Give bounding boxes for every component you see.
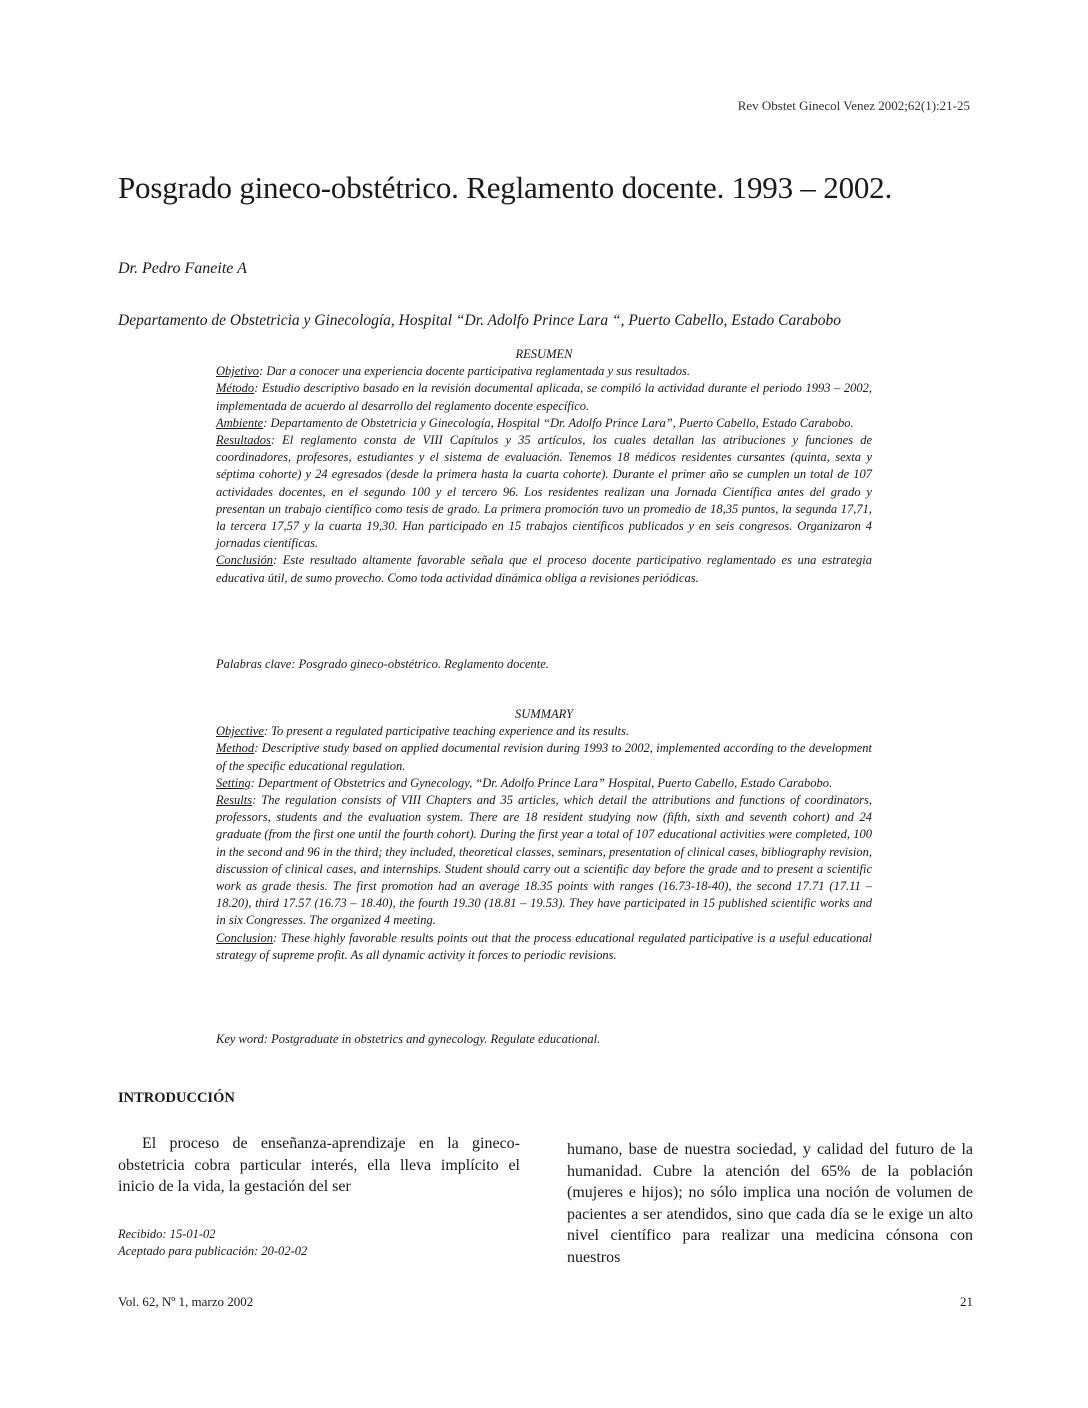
section-label: Ambiente xyxy=(216,415,264,430)
summary-conclusion xyxy=(216,930,872,964)
section-label: Conclusion xyxy=(216,930,273,945)
journal-reference: Rev Obstet Ginecol Venez 2002;62(1):21-25 xyxy=(737,98,970,113)
section-text: : These highly favorable results points out that the process educational regulated participative is a useful educational strategy of supreme profit. As all dynamic activity it forces to periodic revisions. xyxy=(216,930,872,962)
summary-objective xyxy=(216,723,872,740)
section-label: Setting xyxy=(216,775,251,790)
section-text: : Estudio descriptivo basado en la revisión documental aplicada, se compiló la actividad durante el periodo 1993 – 2002, implementada de acuerdo al desarrollo del reglamento docente específico. xyxy=(216,381,872,413)
key-words: Key word: Postgraduate in obstetrics and gynecology. Regulate educational. xyxy=(216,1032,601,1046)
intro-right-column: humano, base de nuestra sociedad, y calidad del futuro de la humanidad. Cubre la atención del 65% de la población (mujeres e hijos); no sólo implica una noción de volumen de pacientes a ser atendidos, sino que cada día se le exige un alto nivel científico para realizar una medicina cónsona con nuestros xyxy=(567,1141,973,1266)
resumen-abstract xyxy=(216,346,872,587)
section-label: Results xyxy=(216,793,253,808)
summary-heading: SUMMARY xyxy=(514,707,574,721)
summary-abstract xyxy=(216,706,872,964)
author-affiliation: Departamento de Obstetricia y Ginecología, Hospital “Dr. Adolfo Prince Lara “, Puerto Cabello, Estado Carabobo xyxy=(118,312,842,329)
resumen-resultados xyxy=(216,432,872,552)
section-label: Método xyxy=(216,381,255,396)
section-label: Objective xyxy=(216,724,264,739)
resumen-metodo xyxy=(216,380,872,414)
accepted-date: Aceptado para publicación: 20-02-02 xyxy=(118,1244,308,1258)
summary-results xyxy=(216,792,872,930)
intro-left-column: El proceso de enseñanza-aprendizaje en la gineco-obstetricia cobra particular interés, ella lleva implícito el inicio de la vida, la gestación del ser xyxy=(118,1135,520,1195)
summary-method xyxy=(216,740,872,774)
footer-volume: Vol. 62, Nº 1, marzo 2002 xyxy=(118,1294,254,1309)
section-text: : To present a regulated participative teaching experience and its results. xyxy=(263,724,629,739)
article-title: Posgrado gineco-obstétrico. Reglamento docente. 1993 – 2002. xyxy=(118,170,893,205)
page-number: 21 xyxy=(960,1294,973,1309)
section-label: Conclusión xyxy=(216,553,273,568)
author-name: Dr. Pedro Faneite A xyxy=(118,260,247,277)
section-text: : The regulation consists of VIII Chapters and 35 articles, which detail the attributions and functions of coordinators, professors, students and the evaluation system. There are 18 resident studying now (fifth, sixth and seventh cohort) and 24 graduate (from the first one until the fourth cohort). During the first year a total of 107 educational activities were completed, 100 in the second and 96 in the third; they included, theoretical classes, seminars, presentation of clinical cases, bibliography revision, discussion of clinical cases, and internships. Student should carry out a scientific day before the grade and to present a scientific work as grade thesis. The first promotion had an average 18.35 points with ranges (16.73-18-40), the second 17.71 (17.11 – 18.20), third 17.57 (16.73 – 18.40), the fourth 19.30 (18.81 – 19.53). They have participated in 15 published scientific works and in six Congresses. The organized 4 meeting. xyxy=(216,793,872,928)
resumen-ambiente xyxy=(216,415,872,432)
resumen-conclusion xyxy=(216,552,872,586)
section-label: Resultados xyxy=(216,433,271,448)
section-text: : Departamento de Obstetricia y Ginecología, Hospital “Dr. Adolfo Prince Lara”, Puerto Cabello, Estado Carabobo. xyxy=(263,415,854,430)
introduccion-heading: INTRODUCCIÓN xyxy=(118,1090,235,1106)
summary-setting xyxy=(216,775,872,792)
section-text: : Department of Obstetrics and Gynecology, “Dr. Adolfo Prince Lara” Hospital, Puerto Cabello, Estado Carabobo. xyxy=(250,775,833,790)
received-date: Recibido: 15-01-02 xyxy=(118,1227,216,1241)
section-label: Method xyxy=(216,741,255,756)
palabras-clave: Palabras clave: Posgrado gineco-obstétrico. Reglamento docente. xyxy=(216,657,549,671)
section-text: : Descriptive study based on applied documental revision during 1993 to 2002, implemented according to the development of the specific educational regulation. xyxy=(216,741,872,773)
section-text: : Dar a conocer una experiencia docente participativa reglamentada y sus resultados. xyxy=(259,364,690,379)
resumen-heading: RESUMEN xyxy=(515,347,573,361)
received-dates xyxy=(118,1226,307,1260)
section-text: : Este resultado altamente favorable señala que el proceso docente participativo reglamentado es una estrategia educativa útil, de sumo provecho. Como toda actividad dinámica obliga a revisiones periódicas. xyxy=(216,553,872,585)
section-label: Objetivo xyxy=(216,364,260,379)
section-text: : El reglamento consta de VIII Capítulos y 35 artículos, los cuales detallan las atribuciones y funciones de coordinadores, profesores, estudiantes y el sistema de evaluación. Tenemos 18 médicos residentes cursantes (quinta, sexta y séptima cohorte) y 24 egresados (desde la primera hasta la cuarta cohorte). Durante el primer año se cumplen un total de 107 actividades docentes, en el segundo 100 y el tercero 96. Los residentes realizan una Jornada Científica antes del grado y presentan un trabajo científico como tesis de grado. La primera promoción tuvo un promedio de 18,35 puntos, la segunda 17,71, la tercera 17,57 y la cuarta 19,30. Han participado en 15 trabajos científicos publicados y en seis congresos. Organizaron 4 jornadas científicas. xyxy=(216,433,872,551)
resumen-objetivo xyxy=(216,363,872,380)
